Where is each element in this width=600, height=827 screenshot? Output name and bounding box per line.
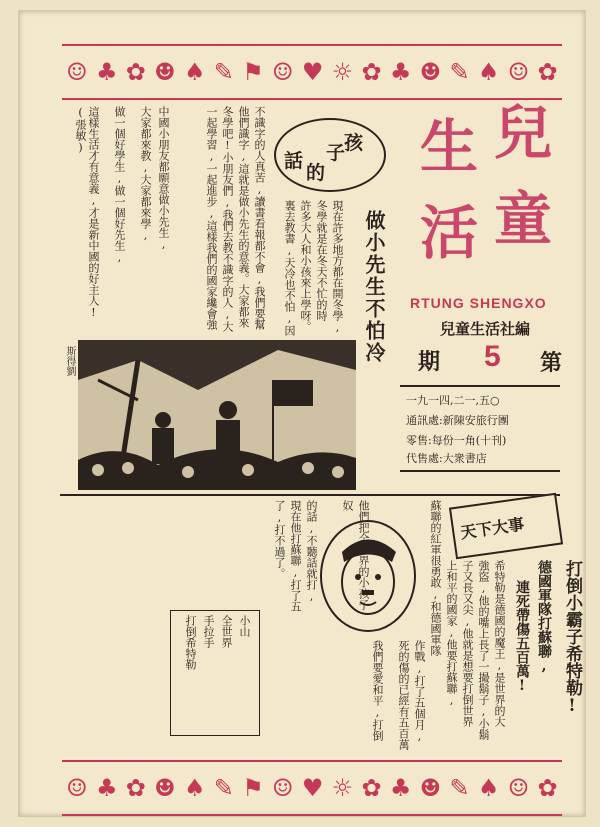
decorative-icon: ✎ <box>213 58 234 86</box>
decorative-icon: ♠ <box>477 58 500 86</box>
slogan-sub: 德國軍隊打蘇聯, <box>536 560 552 674</box>
masthead-char: 兒 <box>494 99 553 167</box>
issue-label: 期 <box>418 349 441 375</box>
decorative-icon: ☻ <box>419 774 442 802</box>
news-column: 強盜,他的嘴上長了一撮鬍子,小鬍 <box>477 560 490 740</box>
decorative-icon: ♠ <box>183 774 206 802</box>
decorative-icon: ✿ <box>361 774 382 802</box>
decorative-icon: ✎ <box>213 774 234 802</box>
decorative-icon: ✿ <box>537 58 558 86</box>
issue-prefix: 第 <box>540 350 563 376</box>
song-line: 小山 <box>238 615 251 637</box>
middle-column: 現在他打蘇聯,打了五 <box>289 500 302 612</box>
news-column: 上和平的國家,他要打蘇聯, <box>445 560 458 707</box>
news-column: 蘇聯的紅軍很勇敢,和德國軍隊 <box>429 500 442 656</box>
masthead-char: 童 <box>494 185 553 253</box>
lead-column: 裏去教書,天冷也不怕,因 <box>283 200 296 336</box>
news-column: 希特勒是德國的魔王,是世界的大 <box>493 560 506 727</box>
decorative-icon: ☺ <box>272 774 294 802</box>
lead-column: 他們識字,這就是做小先生的意義。大家都來 <box>237 106 250 328</box>
issue-date: 一九一四,二一,五○ <box>406 394 500 407</box>
decorative-icon: ✎ <box>449 58 470 86</box>
decorative-icon: ☺ <box>66 58 88 86</box>
lead-column: 現在許多地方都在開冬學, <box>331 200 344 334</box>
lead-column: 一起學習,一起進步,這樣我們的國家纔會強 <box>205 106 218 330</box>
decorative-icon: ☻ <box>154 774 176 802</box>
lead-column: 不識字的人真苦,讀書看報都不會,我們要幫 <box>253 106 266 330</box>
decorative-icon: ♥ <box>301 58 324 86</box>
decorative-icon: ⚑ <box>242 774 264 802</box>
news-column: 子又長又尖,他就是想要打倒世界 <box>461 560 474 727</box>
news-column: 死的傷的已經有五百萬 <box>397 640 410 750</box>
decorative-icon: ♣ <box>389 58 412 86</box>
bubble-char: 孩 <box>344 132 364 154</box>
lead-tail-column: 大家都來教,大家都來學, <box>139 106 152 242</box>
news-column: 我們要愛和平,打倒 <box>371 640 384 741</box>
illustration-credit: 斯得劉 <box>64 346 75 376</box>
price-line: 零售:每份一角(十刊) <box>406 434 507 447</box>
editor-line: 兒童生活社編 <box>440 320 531 338</box>
decorative-icon: ♠ <box>477 774 500 802</box>
middle-column: 的話,不聽話就打, <box>305 500 318 603</box>
middle-column: 他們把全世界的小孩子 <box>357 500 370 610</box>
masthead-char: 生 <box>420 113 479 181</box>
lead-tail-column: 中國小朋友都願意做小先生, <box>157 106 170 251</box>
decorative-icon: ♣ <box>389 774 412 802</box>
song-line: 全世界 <box>220 615 233 648</box>
lead-tail-column: 這樣生活才有意義,才是新中國的好主人!(張敏) <box>74 106 100 319</box>
slogan-headline: 打倒小霸子希特勒! <box>562 560 582 716</box>
banner-text: 天下大事 <box>459 514 526 543</box>
decorative-icon: ♣ <box>95 58 118 86</box>
decorative-icon: ☼ <box>331 774 354 802</box>
decorative-icon: ♠ <box>183 58 206 86</box>
agent-line: 代售處:大衆書店 <box>406 452 487 465</box>
middle-column: 奴 <box>341 500 354 511</box>
lead-headline: 做小先生不怕冷 <box>362 210 386 364</box>
divider <box>400 470 560 472</box>
song-box <box>170 610 260 736</box>
slogan-sub: 連死帶傷五百萬! <box>514 580 530 694</box>
issue-number: 5 <box>484 340 501 373</box>
decorative-icon: ♣ <box>95 774 118 802</box>
top-decorative-border <box>62 44 562 100</box>
bubble-char: 的 <box>306 162 326 184</box>
bubble-char: 話 <box>284 150 304 172</box>
decorative-icon: ☻ <box>154 58 176 86</box>
decorative-icon: ✿ <box>361 58 382 86</box>
decorative-icon: ♥ <box>301 774 324 802</box>
woodcut-svg <box>78 340 356 490</box>
kids-words-bubble <box>274 118 386 192</box>
decorative-icon: ☺ <box>507 58 530 86</box>
decorative-icon: ☻ <box>419 58 442 86</box>
decorative-icon: ✎ <box>449 774 470 802</box>
publisher-line: 通訊處:新陳安旅行團 <box>406 414 509 427</box>
divider <box>60 494 560 496</box>
lead-column: 冬學就是在冬天不忙的時 <box>315 200 328 321</box>
decorative-icon: ☺ <box>272 58 294 86</box>
lead-tail-column: 做一個好學生,做一個好先生, <box>113 106 126 264</box>
song-line: 打倒希特勒 <box>184 615 197 670</box>
masthead-romanization: RTUNG SHENGXO <box>410 295 547 311</box>
divider <box>400 385 560 387</box>
decorative-icon: ⚑ <box>242 58 264 86</box>
song-line: 手拉手 <box>202 615 215 648</box>
lead-column: 冬學吧!小朋友們,我們去教不識字的人,大 <box>221 106 234 332</box>
woodcut-illustration <box>78 340 356 490</box>
middle-column: 了,打不過了。 <box>273 500 286 579</box>
masthead-char: 活 <box>420 199 479 267</box>
decorative-icon: ✿ <box>125 58 146 86</box>
lead-column: 許多大人和小孩來上學呀。 <box>299 200 312 332</box>
decorative-icon: ☼ <box>331 58 354 86</box>
bubble-char: 子 <box>326 142 346 164</box>
masthead-title <box>412 99 562 294</box>
bottom-decorative-border <box>62 760 562 816</box>
decorative-icon: ✿ <box>125 774 146 802</box>
decorative-icon: ☺ <box>507 774 530 802</box>
decorative-icon: ☺ <box>66 774 88 802</box>
decorative-icon: ✿ <box>537 774 558 802</box>
news-column: 作戰,打了五個月, <box>413 640 426 743</box>
